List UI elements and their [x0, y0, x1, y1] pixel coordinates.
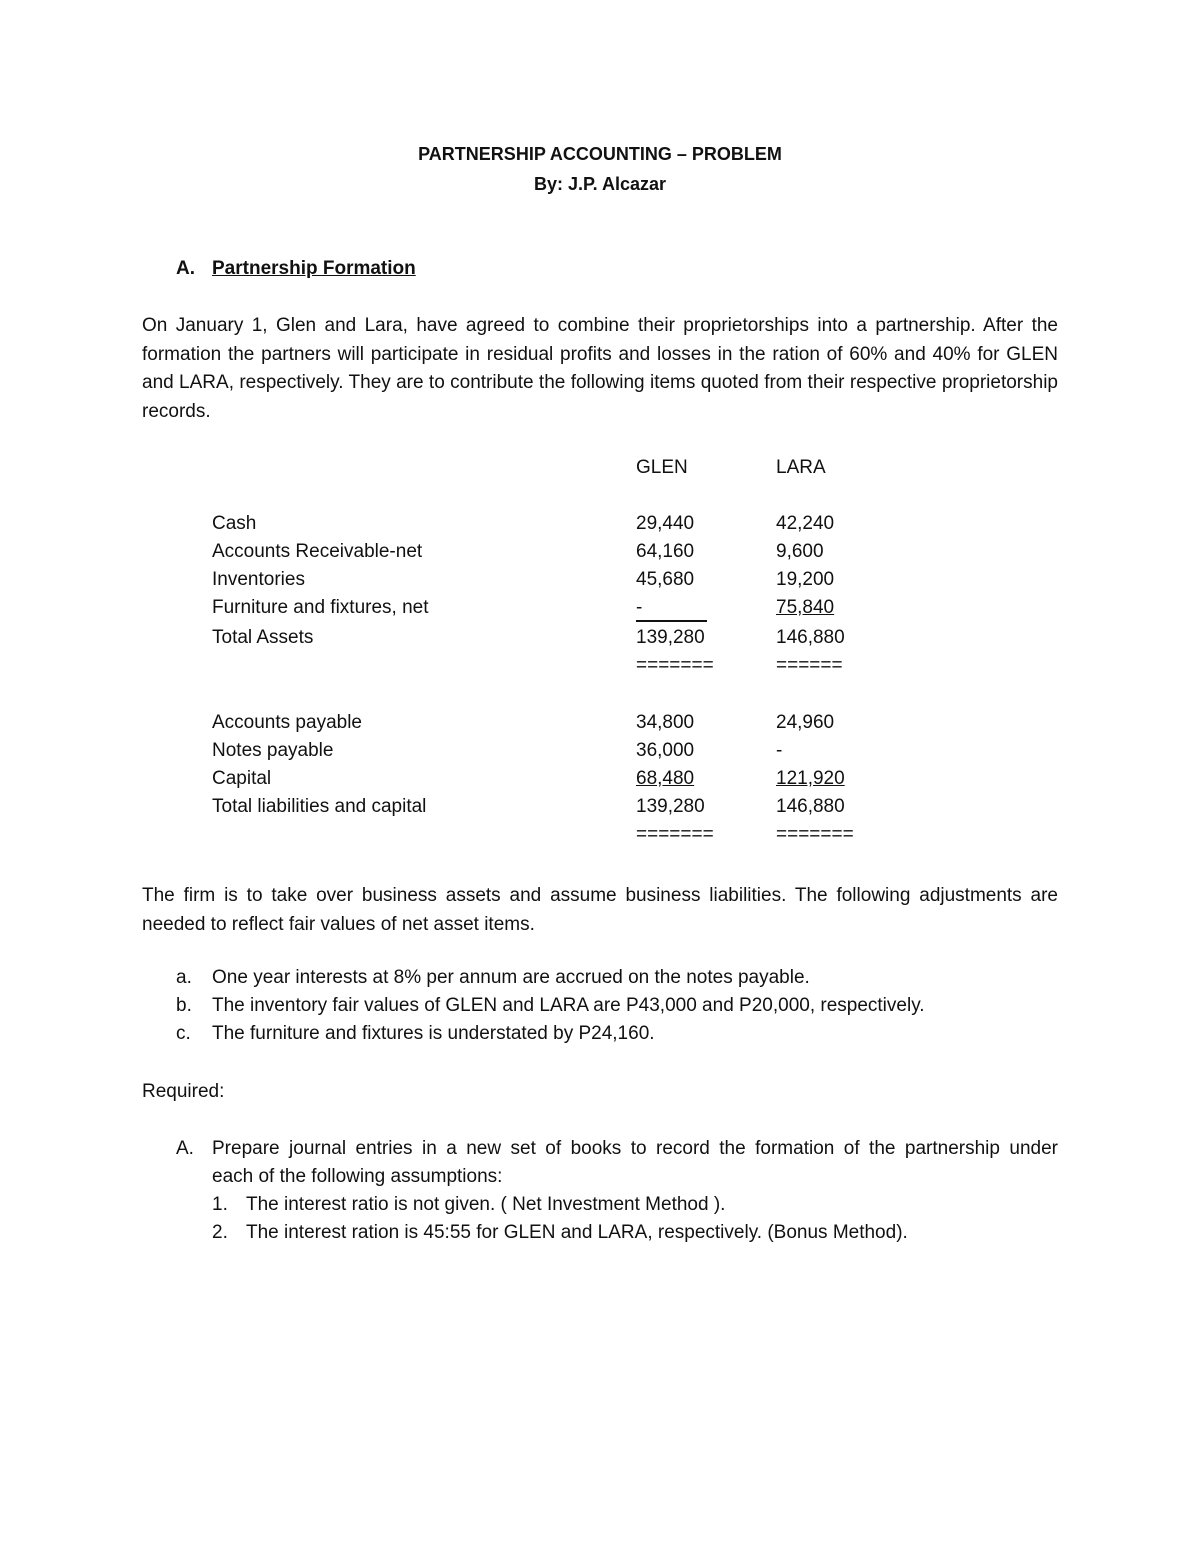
row-label: Accounts Receivable-net	[212, 541, 423, 562]
lara-value: 75,840	[776, 597, 835, 618]
row-label: Total Assets	[212, 627, 314, 648]
required-marker: A.	[176, 1138, 194, 1159]
glen-value: 64,160	[636, 541, 695, 562]
glen-value: -	[636, 597, 643, 618]
section-marker: A.	[176, 258, 195, 279]
row-label: Inventories	[212, 569, 305, 590]
row-label: Cash	[212, 513, 257, 534]
sub-marker: 1.	[212, 1194, 228, 1215]
list-marker: c.	[176, 1023, 191, 1044]
glen-value: 139,280	[636, 627, 705, 648]
document-title: PARTNERSHIP ACCOUNTING – PROBLEM	[418, 144, 782, 164]
glen-double-rule: =======	[636, 824, 714, 845]
list-text: The inventory fair values of GLEN and LARA are P43,000 and P20,000, respectively.	[212, 995, 925, 1016]
lara-value: -	[776, 740, 783, 761]
lara-value: 24,960	[776, 712, 835, 733]
glen-value: 45,680	[636, 569, 695, 590]
required-label: Required:	[142, 1081, 225, 1102]
sub-text: The interest ratio is not given. ( Net Investment Method ).	[246, 1194, 726, 1215]
sub-text: The interest ration is 45:55 for GLEN and LARA, respectively. (Bonus Method).	[246, 1222, 908, 1243]
lara-value: 121,920	[776, 768, 845, 789]
col-header-lara: LARA	[776, 457, 826, 478]
row-label: Furniture and fixtures, net	[212, 597, 429, 618]
row-label: Accounts payable	[212, 712, 362, 733]
list-marker: a.	[176, 967, 192, 988]
row-label: Total liabilities and capital	[212, 796, 427, 817]
section-heading: Partnership Formation	[212, 258, 416, 279]
lara-value: 19,200	[776, 569, 835, 590]
list-text: One year interests at 8% per annum are accrued on the notes payable.	[212, 967, 810, 988]
glen-value: 29,440	[636, 513, 695, 534]
glen-double-rule: =======	[636, 655, 714, 676]
list-text: The furniture and fixtures is understated by P24,160.	[212, 1023, 655, 1044]
glen-value: 36,000	[636, 740, 695, 761]
glen-value: 139,280	[636, 796, 705, 817]
lara-value: 146,880	[776, 627, 845, 648]
glen-value: 34,800	[636, 712, 695, 733]
required-text-line2: each of the following assumptions:	[212, 1166, 503, 1187]
document-author: By: J.P. Alcazar	[533, 174, 667, 194]
list-marker: b.	[176, 995, 192, 1016]
glen-value: 68,480	[636, 768, 695, 789]
required-text-line1: Prepare journal entries in a new set of books to record the formation of the partnership under	[212, 1138, 1058, 1159]
lara-double-rule: =======	[776, 824, 854, 845]
sub-marker: 2.	[212, 1222, 228, 1243]
adjustments-paragraph: The firm is to take over business assets and assume business liabilities. The following adjustments are needed to reflect fair values of net asset items.	[142, 885, 1058, 935]
lara-double-rule: ======	[776, 655, 843, 676]
col-header-glen: GLEN	[636, 457, 688, 478]
row-label: Notes payable	[212, 740, 334, 761]
lara-value: 42,240	[776, 513, 835, 534]
intro-paragraph: On January 1, Glen and Lara, have agreed to combine their proprietorships into a partnership. After the formation the partners will participate in residual profits and losses in the ration of 60% and 40% for GLEN and LARA, respectively. They are to contribute the following items quoted from their respective proprietorship records.	[142, 315, 1058, 422]
lara-value: 146,880	[776, 796, 845, 817]
lara-value: 9,600	[776, 541, 824, 562]
subtotal-underline	[636, 620, 707, 622]
row-label: Capital	[212, 768, 272, 789]
